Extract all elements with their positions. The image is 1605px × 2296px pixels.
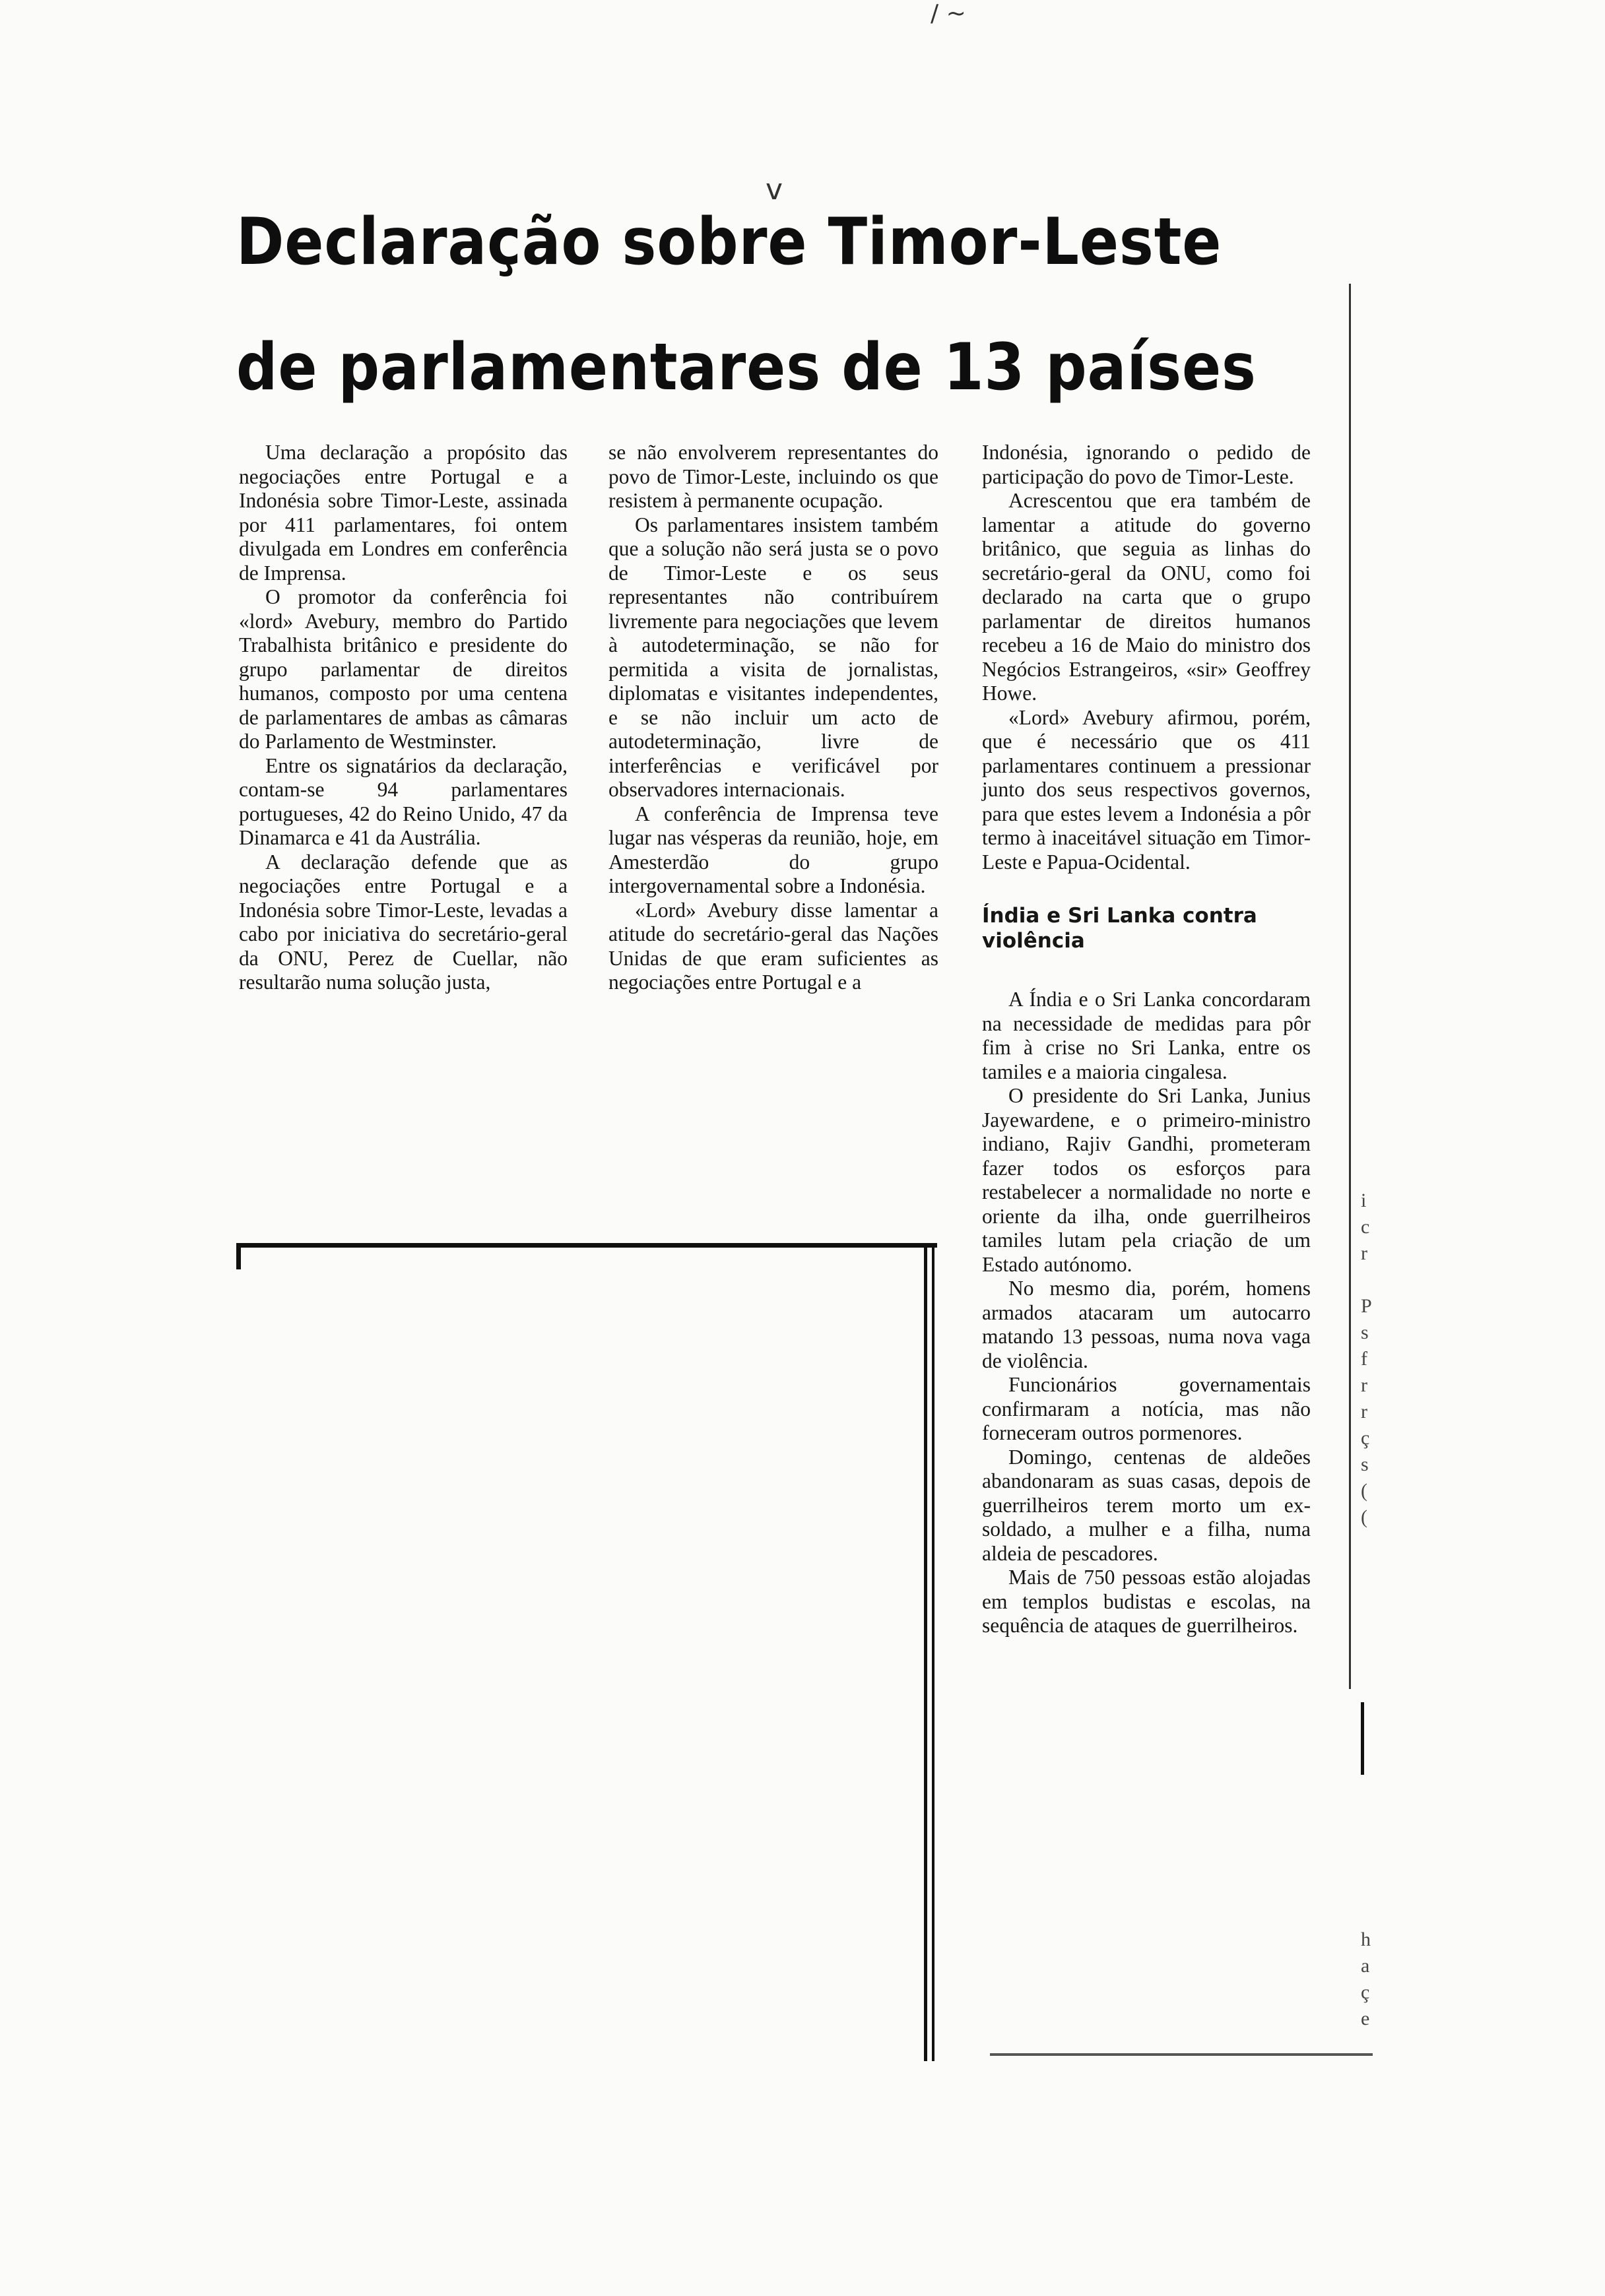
clip-edge-bar	[1361, 1702, 1364, 1775]
fragment: i	[1361, 1190, 1367, 1211]
sidebar-paragraph: Funcionários governamentais confirmaram a notícia, mas não forneceram outros pormenores.	[982, 1373, 1311, 1444]
paragraph: Indonésia, ignorando o pedido de participação do povo de Timor-Leste.	[982, 441, 1311, 488]
article-column-1	[239, 441, 568, 995]
fragment: ç	[1361, 1981, 1370, 2003]
sidebar-paragraph: Domingo, centenas de aldeões abandonaram as suas casas, depois de guerrilheiros terem morto um ex-soldado, a mulher e a filha, numa aldeia de pescadores.	[982, 1445, 1311, 1565]
headline-line-2: de parlamentares de 13 países	[236, 330, 1257, 405]
clip-edge-right	[1349, 284, 1351, 1689]
corner-rule-left	[236, 1243, 241, 1269]
fragment: f	[1361, 1348, 1367, 1370]
sidebar-subhead: Índia e Sri Lanka contra violência	[982, 904, 1257, 953]
paragraph: A declaração defende que as negociações entre Portugal e a Indonésia sobre Timor-Leste, levadas a cabo por iniciativa do secretário-geral da ONU, Perez de Cuellar, não resultarão numa solução justa,	[239, 850, 568, 994]
article-column-2	[608, 441, 938, 995]
bottom-rule	[990, 2053, 1373, 2056]
paragraph: Uma declaração a propósito das negociações entre Portugal e a Indonésia sobre Timor-Leste, assinada por 411 parlamentares, foi ontem divulgada em Londres em conferência de Imprensa.	[239, 441, 568, 585]
fragment: s	[1361, 1453, 1369, 1475]
fragment: e	[1361, 2008, 1370, 2029]
fragment: P	[1361, 1295, 1372, 1317]
paragraph: «Lord» Avebury afirmou, porém, que é necessário que os 411 parlamentares continuem a pressionar junto dos seus respectivos governos, para que estes levem a Indonésia a pôr termo à inaceitável situação em Timor-Leste e Papua-Ocidental.	[982, 705, 1311, 874]
fragment: h	[1361, 1929, 1371, 1950]
paragraph: A conferência de Imprensa teve lugar nas vésperas da reunião, hoje, em Amesterdão do grupo intergovernamental sobre a Indonésia.	[608, 802, 938, 897]
fragment: r	[1361, 1242, 1367, 1264]
fragment: s	[1361, 1322, 1369, 1343]
paragraph: se não envolverem representantes do povo de Timor-Leste, incluindo os que resistem à permanente ocupação.	[608, 441, 938, 512]
adjacent-column-fragments-lower	[1361, 1927, 1387, 2032]
sidebar-paragraph: A Índia e o Sri Lanka concordaram na necessidade de medidas para pôr fim à crise no Sri Lanka, entre os tamiles e a maioria cingalesa.	[982, 988, 1311, 1083]
fragment: c	[1361, 1216, 1370, 1238]
fragment: (	[1361, 1506, 1367, 1528]
fragment: (	[1361, 1480, 1367, 1502]
fragment: r	[1361, 1401, 1367, 1422]
sidebar-paragraph: O presidente do Sri Lanka, Junius Jayewardene, e o primeiro-ministro indiano, Rajiv Gandhi, prometeram fazer todos os esforços para restabelecer a normalidade no norte e oriente da ilha, onde guerrilheiros tamiles lutam pela criação de um Estado autónomo.	[982, 1084, 1311, 1276]
paragraph: Os parlamentares insistem também que a solução não será justa se o povo de Timor-Leste e os seus representantes não contribuírem livremente para negociações que levem à autodeterminação, se não for permitida a visita de jornalistas, diplomatas e visitantes independentes, e se não incluir um acto de autodeterminação, livre de interferências e verificável por observadores internacionais.	[608, 513, 938, 801]
headline-line-1: Declaração sobre Timor-Leste	[236, 205, 1222, 280]
adjacent-column-fragments	[1361, 1188, 1387, 1531]
vertical-rule-1	[924, 1243, 927, 2061]
sidebar-paragraph: Mais de 750 pessoas estão alojadas em templos budistas e escolas, na sequência de ataques de guerrilheiros.	[982, 1566, 1311, 1637]
scan-mark: / ~	[931, 0, 966, 27]
paragraph: Acrescentou que era também de lamentar a atitude do governo britânico, que seguia as linhas do secretário-geral da ONU, como foi declarado na carta que o grupo parlamentar de direitos humanos recebeu a 16 de Maio do ministro dos Negócios Estrangeiros, «sir» Geoffrey Howe.	[982, 489, 1311, 705]
paragraph: «Lord» Avebury disse lamentar a atitude do secretário-geral das Nações Unidas de que eram suficientes as negociações entre Portugal e a	[608, 898, 938, 994]
fragment: ç	[1361, 1427, 1370, 1449]
fragment: r	[1361, 1374, 1367, 1396]
paragraph: Entre os signatários da declaração, contam-se 94 parlamentares portugueses, 42 do Reino Unido, 47 da Dinamarca e 41 da Austrália.	[239, 753, 568, 849]
vertical-rule-2	[932, 1243, 934, 2061]
paragraph: O promotor da conferência foi «lord» Avebury, membro do Partido Trabalhista britânico e presidente do grupo parlamentar de direitos humanos, composto por uma centena de parlamentares de ambas as câmaras do Parlamento de Westminster.	[239, 585, 568, 753]
horizontal-rule	[236, 1243, 937, 1248]
sidebar-paragraph: No mesmo dia, porém, homens armados atacaram um autocarro matando 13 pessoas, numa nova vaga de violência.	[982, 1277, 1311, 1372]
scan-mark: v	[766, 173, 783, 207]
fragment: a	[1361, 1955, 1370, 1977]
article-column-3	[982, 441, 1311, 1638]
